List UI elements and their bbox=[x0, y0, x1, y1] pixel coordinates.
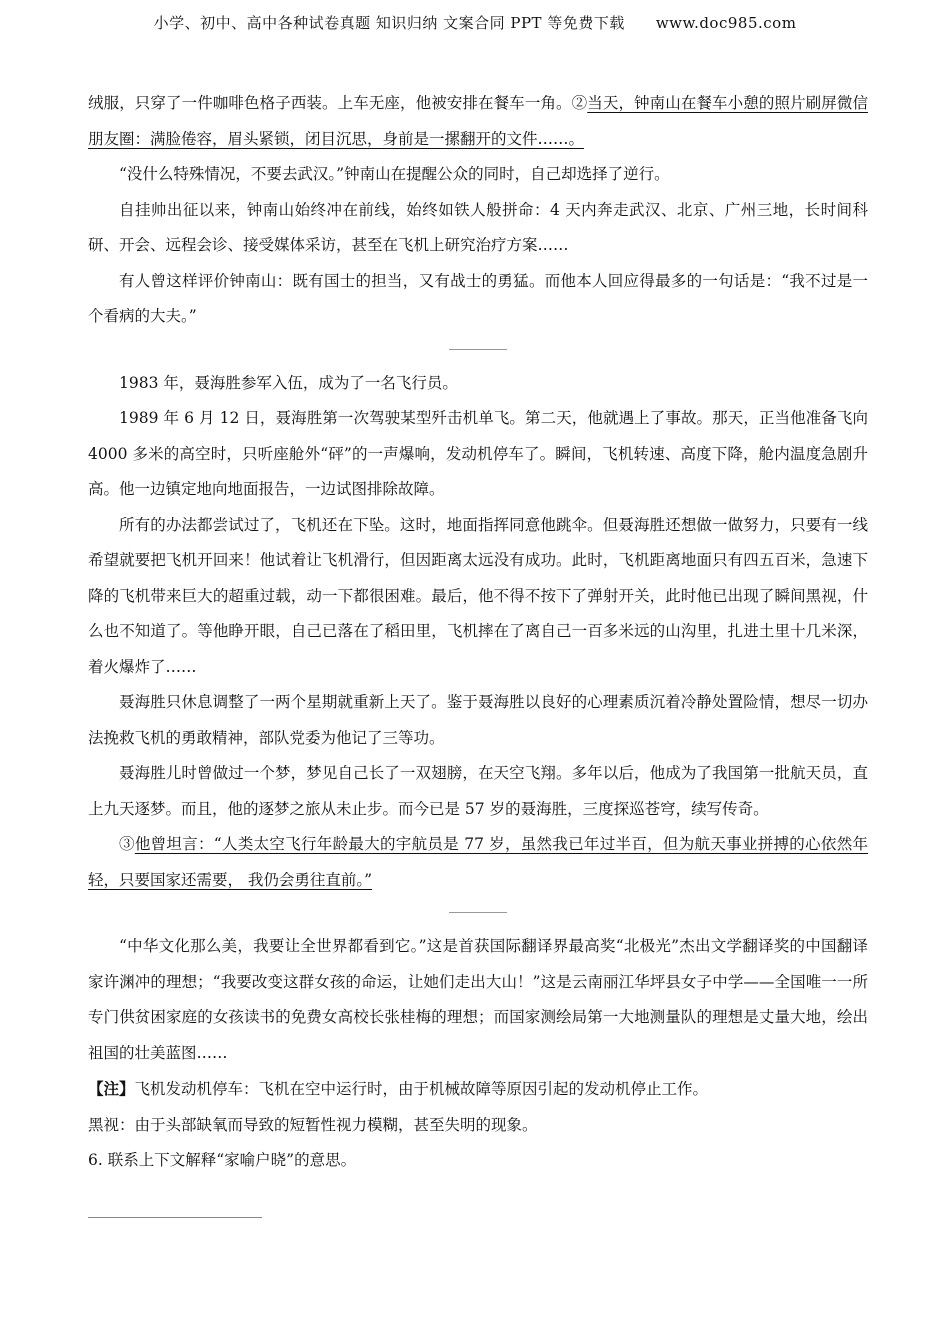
paragraph: “没什么特殊情况，不要去武汉。”钟南山在提醒公众的同时，自己却选择了逆行。 bbox=[119, 165, 670, 183]
paragraph: 聂海胜只休息调整了一两个星期就重新上天了。鉴于聂海胜以良好的心理素质沉着冷静处置险情，想尽一切办法挽救飞机的勇敢精神，部队党委为他记了三等功。 bbox=[88, 693, 868, 747]
page-header: 小学、初中、高中各种试卷真题 知识归纳 文案合同 PPT 等免费下载 www.doc985.com bbox=[153, 14, 797, 32]
note-line bbox=[88, 1071, 868, 1108]
paragraph-text: 绒服，只穿了一件咖啡色格子西装。上车无座，他被安排在餐车一角。② bbox=[88, 94, 588, 112]
sentence-marker: ③ bbox=[119, 835, 135, 853]
paragraph: “中华文化那么美，我要让全世界都看到它。”这是首获国际翻译界最高奖“北极光”杰出文学翻译奖的中国翻译家许渊冲的理想；“我要改变这群女孩的命运，让她们走出大山！”这是云南丽江华坪县女子中学——全国唯一一所专门供贫困家庭的女孩读书的免费女高校长张桂梅的理想；而国家测绘局第一大地测量队的理想是丈量大地，绘出祖国的壮美蓝图…… bbox=[88, 937, 868, 1062]
paragraph bbox=[88, 86, 868, 157]
paragraph: 所有的办法都尝试过了，飞机还在下坠。这时，地面指挥同意他跳伞。但聂海胜还想做一做努力，只要有一线希望就要把飞机开回来！他试着让飞机滑行，但因距离太远没有成功。此时，飞机距离地面只有四五百米，急速下降的飞机带来巨大的超重过载，动一下都很困难。最后，他不得不按下了弹射开关，此时他已出现了瞬间黑视，什么也不知道了。等他睁开眼，自己已落在了稻田里，飞机摔在了离自己一百多米远的山沟里，扎进土里十几米深，着火爆炸了…… bbox=[88, 515, 868, 676]
paragraph: 自挂帅出征以来，钟南山始终冲在前线，始终如铁人般拼命：4 天内奔走武汉、北京、广州三地，长时间科研、开会、远程会诊、接受媒体采访，甚至在飞机上研究治疗方案…… bbox=[88, 200, 868, 254]
underlined-sentence-3: 他曾坦言：“人类太空飞行年龄最大的宇航员是 77 岁，虽然我已年过半百，但为航天事业拼搏的心依然年轻，只要国家还需要， 我仍会勇往直前。” bbox=[88, 835, 868, 889]
paragraph: 1989 年 6 月 12 日，聂海胜第一次驾驶某型歼击机单飞。第二天，他就遇上了事故。那天，正当他准备飞向 4000 多米的高空时，只听座舱外“砰”的一声爆响，发动机停车了。瞬间，飞机转速、高度下降，舱内温度急剧升高。他一边镇定地向地面报告，一边试图排除故障。 bbox=[88, 409, 868, 498]
section-divider bbox=[449, 912, 507, 913]
note-label: 【注】 bbox=[88, 1079, 135, 1098]
paragraph bbox=[88, 827, 868, 898]
note-line: 黑视：由于头部缺氧而导致的短暂性视力模糊，甚至失明的现象。 bbox=[88, 1115, 538, 1134]
note-text: 飞机发动机停车：飞机在空中运行时，由于机械故障等原因引起的发动机停止工作。 bbox=[134, 1080, 709, 1098]
underlined-sentence-2: 当天，钟南山在餐车小憩的照片刷屏微信朋友圈：满脸倦容，眉头紧锁，闭目沉思，身前是一摞翻开的文件……。 bbox=[88, 94, 868, 148]
paragraph: 有人曾这样评价钟南山：既有国士的担当，又有战士的勇猛。而他本人回应得最多的一句话是：“我不过是一个看病的大夫。” bbox=[88, 271, 868, 325]
paragraph: 聂海胜儿时曾做过一个梦，梦见自己长了一双翅膀，在天空飞翔。多年以后，他成为了我国第一批航天员，直上九天逐梦。而且，他的逐梦之旅从未止步。而今已是 57 岁的聂海胜，三度探巡苍穹，续写传奇。 bbox=[88, 764, 868, 818]
document-body bbox=[88, 86, 868, 1218]
answer-line[interactable] bbox=[88, 1217, 262, 1218]
question: 6. 联系上下文解释“家喻户晓”的意思。 bbox=[88, 1151, 357, 1169]
section-divider bbox=[449, 349, 507, 350]
paragraph: 1983 年，聂海胜参军入伍，成为了一名飞行员。 bbox=[119, 373, 458, 392]
